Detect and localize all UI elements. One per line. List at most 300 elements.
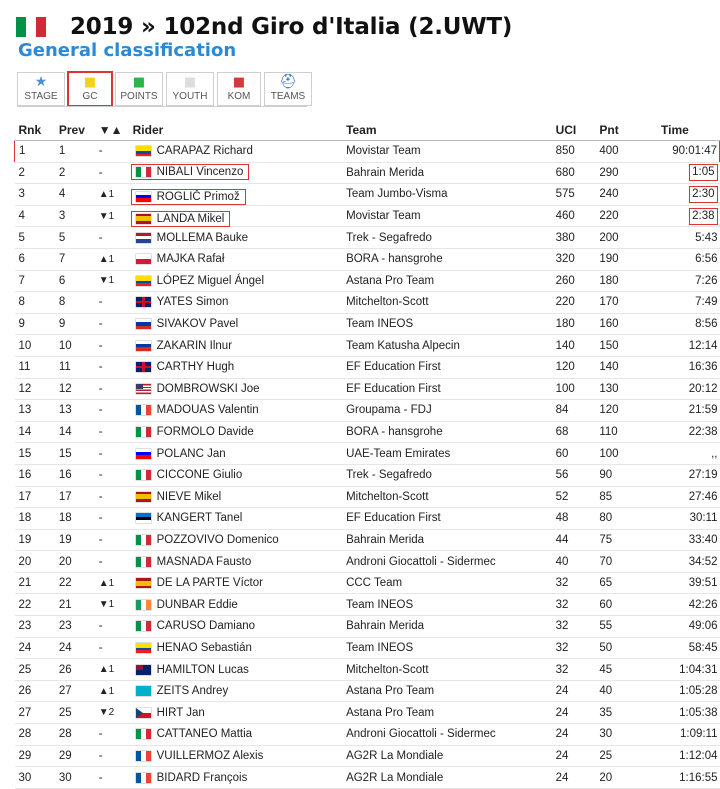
header-delta[interactable]: ▼▲ <box>99 120 133 141</box>
prev-rank-cell: 22 <box>59 572 99 594</box>
italy-flag-icon <box>16 17 46 37</box>
rank-change-cell: - <box>99 464 133 486</box>
rider-name-link[interactable]: FORMOLO Davide <box>156 426 254 439</box>
rider-cell <box>133 551 346 573</box>
team-cell <box>346 378 556 400</box>
points-cell: 65 <box>599 572 661 594</box>
team-name-link[interactable]: Astana Pro Team <box>346 274 435 287</box>
gc-table <box>14 120 720 789</box>
table-row[interactable] <box>15 745 720 767</box>
rider-name-link[interactable]: ZEITS Andrey <box>156 685 229 698</box>
country-flag-icon <box>136 192 151 202</box>
team-name-link[interactable]: Mitchelton-Scott <box>346 296 429 309</box>
tab-stage[interactable] <box>17 72 65 106</box>
rank-change-cell: - <box>99 400 133 422</box>
table-row[interactable] <box>15 724 720 746</box>
points-cell: 40 <box>599 680 661 702</box>
rider-cell <box>133 400 346 422</box>
team-name-link[interactable]: Trek - Segafredo <box>346 469 432 482</box>
time-value: 1:05 <box>689 164 717 181</box>
team-name-link[interactable]: BORA - hansgrohe <box>346 253 443 266</box>
rank-change-cell: - <box>99 486 133 508</box>
time-value: 34:52 <box>688 555 718 568</box>
uci-points-cell: 84 <box>556 400 600 422</box>
rank-change-cell: - <box>99 421 133 443</box>
team-cell <box>346 767 556 789</box>
rider-name-link[interactable]: CARTHY Hugh <box>156 361 235 374</box>
time-cell <box>661 313 720 335</box>
team-name-link[interactable]: Mitchelton-Scott <box>346 663 429 676</box>
team-name-link[interactable]: Bahrain Merida <box>346 620 425 633</box>
team-name-link[interactable]: Astana Pro Team <box>346 685 435 698</box>
time-cell <box>661 443 720 465</box>
prev-rank-cell: 26 <box>59 659 99 681</box>
table-row[interactable] <box>15 421 720 443</box>
rank-change-cell: - <box>99 378 133 400</box>
uci-points-cell: 32 <box>556 637 600 659</box>
header-team[interactable]: Team <box>346 120 556 141</box>
rider-cell <box>133 443 346 465</box>
rider-name-link[interactable]: POLANC Jan <box>156 447 226 460</box>
team-name-link[interactable]: Androni Giocattoli - Sidermec <box>346 728 496 741</box>
rider-name-link[interactable]: DUNBAR Eddie <box>156 598 238 611</box>
time-value: 8:56 <box>695 318 718 331</box>
time-cell <box>661 486 720 508</box>
team-name-link[interactable]: Bahrain Merida <box>346 533 425 546</box>
rider-cell <box>133 162 346 184</box>
uci-points-cell: 24 <box>556 702 600 724</box>
team-cell <box>346 594 556 616</box>
team-cell <box>346 141 556 163</box>
table-row[interactable] <box>15 141 720 163</box>
points-cell: 50 <box>599 637 661 659</box>
time-value: 16:36 <box>688 361 718 374</box>
uci-points-cell: 32 <box>556 659 600 681</box>
table-row[interactable] <box>15 292 720 314</box>
team-cell <box>346 313 556 335</box>
rider-name-link[interactable]: HENAO Sebastián <box>156 641 252 654</box>
time-value: 7:26 <box>695 274 718 287</box>
country-flag-icon <box>136 751 151 761</box>
prev-rank-cell: 13 <box>59 400 99 422</box>
rider-name-link[interactable]: KANGERT Tanel <box>156 512 243 525</box>
points-cell: 75 <box>599 529 661 551</box>
time-value: 2:30 <box>689 186 717 203</box>
rank-change-cell: - <box>99 162 133 184</box>
team-name-link[interactable]: Team INEOS <box>346 598 414 611</box>
time-cell <box>661 767 720 789</box>
time-value: 1:05:28 <box>679 685 718 698</box>
rider-cell <box>133 335 346 357</box>
time-cell <box>661 292 720 314</box>
rider-cell <box>133 464 346 486</box>
team-cell <box>346 227 556 249</box>
country-flag-icon <box>136 557 151 567</box>
table-row[interactable] <box>15 184 720 206</box>
rank-cell: 27 <box>15 702 59 724</box>
jersey-icon: ■ <box>132 75 146 90</box>
rider-cell <box>133 205 346 227</box>
rider-name-link[interactable]: CARUSO Damiano <box>156 620 256 633</box>
time-cell <box>661 551 720 573</box>
tab-points[interactable] <box>115 72 163 106</box>
tab-teams[interactable] <box>264 72 312 106</box>
table-row[interactable] <box>15 508 720 530</box>
time-value: 20:12 <box>688 382 718 395</box>
points-cell: 100 <box>599 443 661 465</box>
rider-name-link[interactable]: LÓPEZ Miguel Ángel <box>156 274 265 287</box>
tab-label: TEAMS <box>270 91 306 102</box>
time-value: 33:40 <box>688 533 718 546</box>
prev-rank-cell: 19 <box>59 529 99 551</box>
table-row[interactable] <box>15 356 720 378</box>
rank-cell: 13 <box>15 400 59 422</box>
rank-change-cell: ▲1 <box>99 572 133 594</box>
country-flag-icon <box>136 686 151 696</box>
team-name-link[interactable]: EF Education First <box>346 361 441 374</box>
time-cell <box>661 378 720 400</box>
time-cell <box>661 659 720 681</box>
rank-cell: 17 <box>15 486 59 508</box>
rider-name-link[interactable]: VUILLERMOZ Alexis <box>156 749 264 762</box>
country-flag-icon <box>136 708 151 718</box>
table-row[interactable] <box>15 529 720 551</box>
rank-change-cell: ▲1 <box>99 659 133 681</box>
rider-cell <box>133 248 346 270</box>
team-name-link[interactable]: Team INEOS <box>346 641 414 654</box>
uci-points-cell: 24 <box>556 724 600 746</box>
uci-points-cell: 24 <box>556 680 600 702</box>
prev-rank-cell: 15 <box>59 443 99 465</box>
uci-points-cell: 260 <box>556 270 600 292</box>
rank-change-cell: - <box>99 616 133 638</box>
prev-rank-cell: 5 <box>59 227 99 249</box>
rider-name-link[interactable]: MOLLEMA Bauke <box>156 231 249 244</box>
prev-rank-cell: 20 <box>59 551 99 573</box>
uci-points-cell: 680 <box>556 162 600 184</box>
rider-cell <box>133 572 346 594</box>
prev-rank-cell: 30 <box>59 767 99 789</box>
country-flag-icon <box>136 773 151 783</box>
helmet-icon: ⛑ <box>279 74 297 90</box>
time-value: 1:05:38 <box>679 706 718 719</box>
tab-label: POINTS <box>120 91 158 102</box>
uci-points-cell: 32 <box>556 616 600 638</box>
prev-rank-cell: 16 <box>59 464 99 486</box>
header-rider[interactable]: Rider <box>133 120 346 141</box>
prev-rank-cell: 25 <box>59 702 99 724</box>
team-name-link[interactable]: UAE-Team Emirates <box>346 447 451 460</box>
team-cell <box>346 724 556 746</box>
table-row[interactable] <box>15 659 720 681</box>
jersey-icon: ■ <box>83 75 97 90</box>
rank-cell: 24 <box>15 637 59 659</box>
jersey-icon: ■ <box>183 75 197 90</box>
team-name-link[interactable]: Team Jumbo-Visma <box>346 188 448 201</box>
rider-name-link[interactable]: CATTANEO Mattia <box>156 728 253 741</box>
rider-name-link[interactable]: ROGLIČ Primož <box>156 190 240 203</box>
rank-cell: 2 <box>15 162 59 184</box>
header-prev[interactable]: Prev <box>59 120 99 141</box>
header-uci[interactable]: UCI <box>556 120 600 141</box>
uci-points-cell: 850 <box>556 141 600 163</box>
team-cell <box>346 551 556 573</box>
prev-rank-cell: 4 <box>59 184 99 206</box>
classification-tabs <box>17 72 312 106</box>
table-row[interactable] <box>15 443 720 465</box>
country-flag-icon <box>136 341 151 351</box>
rank-cell: 19 <box>15 529 59 551</box>
country-flag-icon <box>136 578 151 588</box>
team-cell <box>346 745 556 767</box>
time-cell <box>661 141 720 163</box>
points-cell: 180 <box>599 270 661 292</box>
page-subtitle: General classification <box>18 40 237 61</box>
rider-cell <box>133 313 346 335</box>
time-cell <box>661 529 720 551</box>
rider-name-link[interactable]: HAMILTON Lucas <box>156 663 249 676</box>
table-row[interactable] <box>15 551 720 573</box>
team-name-link[interactable]: EF Education First <box>346 512 441 525</box>
time-cell <box>661 637 720 659</box>
tab-gc[interactable] <box>68 72 112 106</box>
team-cell <box>346 464 556 486</box>
rider-name-link[interactable]: CARAPAZ Richard <box>156 145 253 158</box>
uci-points-cell: 575 <box>556 184 600 206</box>
time-value: 1:16:55 <box>679 771 718 784</box>
table-row[interactable] <box>15 162 720 184</box>
team-name-link[interactable]: BORA - hansgrohe <box>346 426 443 439</box>
points-cell: 140 <box>599 356 661 378</box>
table-row[interactable] <box>15 270 720 292</box>
rank-cell: 28 <box>15 724 59 746</box>
table-row[interactable] <box>15 205 720 227</box>
time-value: 27:46 <box>688 490 718 503</box>
table-row[interactable] <box>15 680 720 702</box>
table-row[interactable] <box>15 767 720 789</box>
uci-points-cell: 52 <box>556 486 600 508</box>
rider-name-link[interactable]: POZZOVIVO Domenico <box>156 533 279 546</box>
team-name-link[interactable]: EF Education First <box>346 382 441 395</box>
time-value: ,, <box>711 447 718 460</box>
rider-name-link[interactable]: DE LA PARTE Víctor <box>156 577 263 590</box>
points-cell: 60 <box>599 594 661 616</box>
time-value: 58:45 <box>688 641 718 654</box>
time-value: 22:38 <box>688 426 718 439</box>
rider-cell <box>133 378 346 400</box>
team-name-link[interactable]: AG2R La Mondiale <box>346 749 444 762</box>
rider-cell <box>133 680 346 702</box>
rank-cell: 15 <box>15 443 59 465</box>
time-cell <box>661 508 720 530</box>
rank-change-cell: - <box>99 356 133 378</box>
time-value: 42:26 <box>688 598 718 611</box>
time-value: 5:43 <box>695 231 718 244</box>
uci-points-cell: 32 <box>556 572 600 594</box>
country-flag-icon <box>136 470 151 480</box>
time-cell <box>661 594 720 616</box>
time-cell <box>661 464 720 486</box>
points-cell: 110 <box>599 421 661 443</box>
rider-cell <box>133 659 346 681</box>
country-flag-icon <box>136 254 151 264</box>
time-cell <box>661 702 720 724</box>
points-cell: 30 <box>599 724 661 746</box>
table-row[interactable] <box>15 616 720 638</box>
rank-change-cell: ▲1 <box>99 248 133 270</box>
time-cell <box>661 248 720 270</box>
table-row[interactable] <box>15 572 720 594</box>
team-cell <box>346 680 556 702</box>
rank-change-cell: - <box>99 443 133 465</box>
country-flag-icon <box>136 665 151 675</box>
table-row[interactable] <box>15 594 720 616</box>
team-name-link[interactable]: Movistar Team <box>346 145 421 158</box>
country-flag-icon <box>136 384 151 394</box>
table-row[interactable] <box>15 702 720 724</box>
points-cell: 70 <box>599 551 661 573</box>
prev-rank-cell: 27 <box>59 680 99 702</box>
tab-kom[interactable] <box>217 72 261 106</box>
rider-cell <box>133 767 346 789</box>
rank-change-cell: ▼1 <box>99 594 133 616</box>
rank-change-cell: - <box>99 335 133 357</box>
team-name-link[interactable]: Team INEOS <box>346 318 414 331</box>
prev-rank-cell: 6 <box>59 270 99 292</box>
country-flag-icon <box>136 319 151 329</box>
points-cell: 150 <box>599 335 661 357</box>
rank-cell: 1 <box>15 141 59 163</box>
team-name-link[interactable]: Astana Pro Team <box>346 706 435 719</box>
time-cell <box>661 745 720 767</box>
rank-change-cell: - <box>99 313 133 335</box>
rider-cell <box>133 141 346 163</box>
team-cell <box>346 616 556 638</box>
rider-name-link[interactable]: ZAKARIN Ilnur <box>156 339 233 352</box>
prev-rank-cell: 29 <box>59 745 99 767</box>
team-name-link[interactable]: Trek - Segafredo <box>346 231 432 244</box>
team-name-link[interactable]: Androni Giocattoli - Sidermec <box>346 555 496 568</box>
uci-points-cell: 380 <box>556 227 600 249</box>
team-name-link[interactable]: Movistar Team <box>346 210 421 223</box>
uci-points-cell: 120 <box>556 356 600 378</box>
tab-youth[interactable] <box>166 72 214 106</box>
team-name-link[interactable]: Mitchelton-Scott <box>346 490 429 503</box>
time-value: 49:06 <box>688 620 718 633</box>
country-flag-icon <box>136 276 151 286</box>
time-cell <box>661 162 720 184</box>
rider-name-link[interactable]: NIBALI Vincenzo <box>156 165 244 178</box>
rank-change-cell: - <box>99 637 133 659</box>
rank-cell: 26 <box>15 680 59 702</box>
rank-change-cell: ▲1 <box>99 680 133 702</box>
team-cell <box>346 205 556 227</box>
time-cell <box>661 616 720 638</box>
rider-name-link[interactable]: HIRT Jan <box>156 706 205 719</box>
prev-rank-cell: 14 <box>59 421 99 443</box>
prev-rank-cell: 7 <box>59 248 99 270</box>
team-name-link[interactable]: CCC Team <box>346 577 403 590</box>
table-row[interactable] <box>15 335 720 357</box>
team-name-link[interactable]: Groupama - FDJ <box>346 404 432 417</box>
rank-cell: 5 <box>15 227 59 249</box>
points-cell: 200 <box>599 227 661 249</box>
rider-name-link[interactable]: BIDARD François <box>156 771 248 784</box>
rider-name-link[interactable]: LANDA Mikel <box>156 212 225 225</box>
prev-rank-cell: 1 <box>59 141 99 163</box>
rank-cell: 22 <box>15 594 59 616</box>
table-row[interactable] <box>15 637 720 659</box>
table-row[interactable] <box>15 313 720 335</box>
team-name-link[interactable]: Team Katusha Alpecin <box>346 339 460 352</box>
uci-points-cell: 56 <box>556 464 600 486</box>
team-name-link[interactable]: Bahrain Merida <box>346 166 425 179</box>
table-row[interactable] <box>15 486 720 508</box>
rider-name-link[interactable]: CICCONE Giulio <box>156 469 243 482</box>
prev-rank-cell: 2 <box>59 162 99 184</box>
header-pnt[interactable]: Pnt <box>599 120 661 141</box>
rank-cell: 7 <box>15 270 59 292</box>
rank-cell: 30 <box>15 767 59 789</box>
rider-name-link[interactable]: MAJKA Rafał <box>156 253 225 266</box>
rider-name-link[interactable]: MASNADA Fausto <box>156 555 252 568</box>
team-cell <box>346 702 556 724</box>
rank-cell: 12 <box>15 378 59 400</box>
table-row[interactable] <box>15 248 720 270</box>
table-row[interactable] <box>15 400 720 422</box>
uci-points-cell: 180 <box>556 313 600 335</box>
rider-name-link[interactable]: YATES Simon <box>156 296 229 309</box>
header-time[interactable]: Time <box>661 120 720 141</box>
country-flag-icon <box>136 729 151 739</box>
time-cell <box>661 335 720 357</box>
table-row[interactable] <box>15 464 720 486</box>
prev-rank-cell: 11 <box>59 356 99 378</box>
rider-name-link[interactable]: SIVAKOV Pavel <box>156 318 239 331</box>
rider-cell <box>133 184 346 206</box>
rider-name-link[interactable]: NIEVE Mikel <box>156 490 222 503</box>
team-cell <box>346 529 556 551</box>
country-flag-icon <box>136 513 151 523</box>
table-row[interactable] <box>15 227 720 249</box>
table-row[interactable] <box>15 378 720 400</box>
time-cell <box>661 680 720 702</box>
rider-name-link[interactable]: MADOUAS Valentin <box>156 404 259 417</box>
rank-change-cell: - <box>99 508 133 530</box>
rider-cell <box>133 529 346 551</box>
prev-rank-cell: 23 <box>59 616 99 638</box>
rank-cell: 10 <box>15 335 59 357</box>
rank-change-cell: - <box>99 745 133 767</box>
points-cell: 290 <box>599 162 661 184</box>
team-name-link[interactable]: AG2R La Mondiale <box>346 771 444 784</box>
time-cell <box>661 184 720 206</box>
time-value: 12:14 <box>688 339 718 352</box>
points-cell: 55 <box>599 616 661 638</box>
country-flag-icon <box>136 167 151 177</box>
rank-cell: 20 <box>15 551 59 573</box>
header-rnk[interactable]: Rnk <box>15 120 59 141</box>
team-cell <box>346 270 556 292</box>
time-value: 39:51 <box>688 577 718 590</box>
time-value: 1:09:11 <box>679 728 718 741</box>
uci-points-cell: 48 <box>556 508 600 530</box>
rider-name-link[interactable]: DOMBROWSKI Joe <box>156 382 260 395</box>
team-cell <box>346 162 556 184</box>
rider-cell <box>133 421 346 443</box>
rank-cell: 23 <box>15 616 59 638</box>
time-cell <box>661 227 720 249</box>
